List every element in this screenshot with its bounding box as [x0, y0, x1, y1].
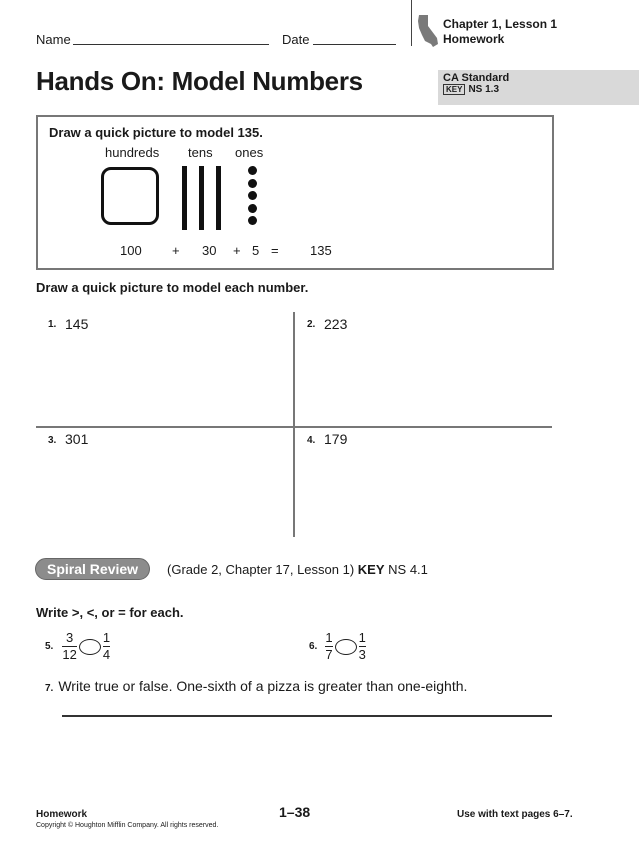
tens-stick — [199, 166, 204, 230]
fraction-b — [103, 631, 110, 662]
answer-cell-3[interactable] — [36, 428, 293, 537]
footer-copyright: Copyright © Houghton Mifflin Company. All rights reserved. — [36, 822, 219, 829]
eq-tens: 30 — [202, 243, 217, 258]
fraction-a — [325, 631, 332, 662]
item-value: 145 — [65, 316, 89, 332]
chapter-label: Chapter 1, Lesson 1 — [443, 17, 558, 31]
item-number: 4. — [307, 435, 316, 446]
denominator: 7 — [325, 647, 333, 662]
spiral-review-badge: Spiral Review — [35, 558, 150, 580]
eq-hundreds: 100 — [120, 243, 142, 258]
spiral-ref-text: (Grade 2, Chapter 17, Lesson 1) — [167, 562, 355, 577]
standard-box — [438, 70, 639, 105]
item-number: 3. — [48, 435, 57, 446]
fraction-a — [62, 631, 76, 662]
footer-left: Homework — [36, 809, 88, 820]
denominator: 3 — [358, 647, 366, 662]
ones-dot — [248, 191, 257, 200]
col-tens-label: tens — [188, 145, 213, 160]
eq-plus-1: + — [172, 243, 180, 258]
page-number: 1–38 — [279, 804, 311, 820]
spiral-key: KEY — [357, 562, 385, 577]
spiral-code: NS 4.1 — [388, 562, 428, 577]
item-value: 179 — [324, 431, 348, 447]
standard-code-row — [443, 84, 499, 95]
name-line[interactable] — [73, 44, 269, 45]
question-text: Write true or false. One-sixth of a pizza is greater than one-eighth. — [58, 678, 468, 694]
spiral-reference — [167, 562, 428, 577]
tens-stick — [182, 166, 187, 230]
california-state-icon — [416, 14, 440, 48]
question-6 — [309, 631, 366, 662]
grid-instruction: Draw a quick picture to model each number. — [36, 280, 309, 295]
numerator: 1 — [102, 630, 111, 645]
col-ones-label: ones — [235, 145, 264, 160]
answer-grid — [36, 312, 552, 537]
header-chapter-block — [443, 17, 557, 47]
compare-instruction: Write >, <, or = for each. — [36, 605, 184, 620]
eq-equals: = — [271, 243, 279, 258]
eq-total: 135 — [310, 243, 332, 258]
item-number: 2. — [307, 319, 316, 330]
answer-cell-1[interactable] — [36, 312, 293, 426]
numerator: 1 — [358, 630, 366, 645]
standard-code: NS 1.3 — [468, 84, 500, 96]
compare-answer-oval[interactable] — [335, 639, 357, 655]
answer-cell-2[interactable] — [295, 312, 552, 426]
answer-line-7[interactable] — [62, 715, 552, 717]
question-number: 7. — [45, 683, 54, 694]
question-7 — [45, 678, 467, 694]
denominator: 4 — [102, 647, 111, 662]
ones-dot — [248, 216, 257, 225]
ones-dot — [248, 179, 257, 188]
col-hundreds-label: hundreds — [105, 145, 160, 160]
fraction-b — [359, 631, 366, 662]
example-prompt: Draw a quick picture to model 135. — [49, 125, 263, 140]
eq-plus-2: + — [233, 243, 241, 258]
item-value: 223 — [324, 316, 348, 332]
tens-stick — [216, 166, 221, 230]
date-line[interactable] — [313, 44, 396, 45]
key-badge: KEY — [443, 84, 465, 95]
ones-dots — [247, 166, 259, 230]
header-divider — [411, 0, 412, 46]
numerator: 1 — [325, 630, 333, 645]
item-number: 1. — [48, 319, 57, 330]
eq-ones: 5 — [252, 243, 260, 258]
denominator: 12 — [62, 647, 77, 662]
footer-right: Use with text pages 6–7. — [457, 809, 573, 820]
section-label: Homework — [443, 32, 505, 46]
tens-sticks — [182, 166, 222, 230]
numerator: 3 — [65, 630, 74, 645]
question-number: 6. — [309, 641, 318, 652]
compare-answer-oval[interactable] — [79, 639, 101, 655]
name-label: Name — [36, 32, 71, 47]
question-number: 5. — [45, 641, 54, 652]
date-label: Date — [282, 32, 310, 47]
hundreds-square — [101, 167, 159, 225]
ones-dot — [248, 204, 257, 213]
page-title: Hands On: Model Numbers — [36, 66, 363, 96]
answer-cell-4[interactable] — [295, 428, 552, 537]
ones-dot — [248, 166, 257, 175]
question-5 — [45, 631, 110, 662]
item-value: 301 — [65, 431, 89, 447]
standard-heading: CA Standard — [443, 72, 510, 84]
